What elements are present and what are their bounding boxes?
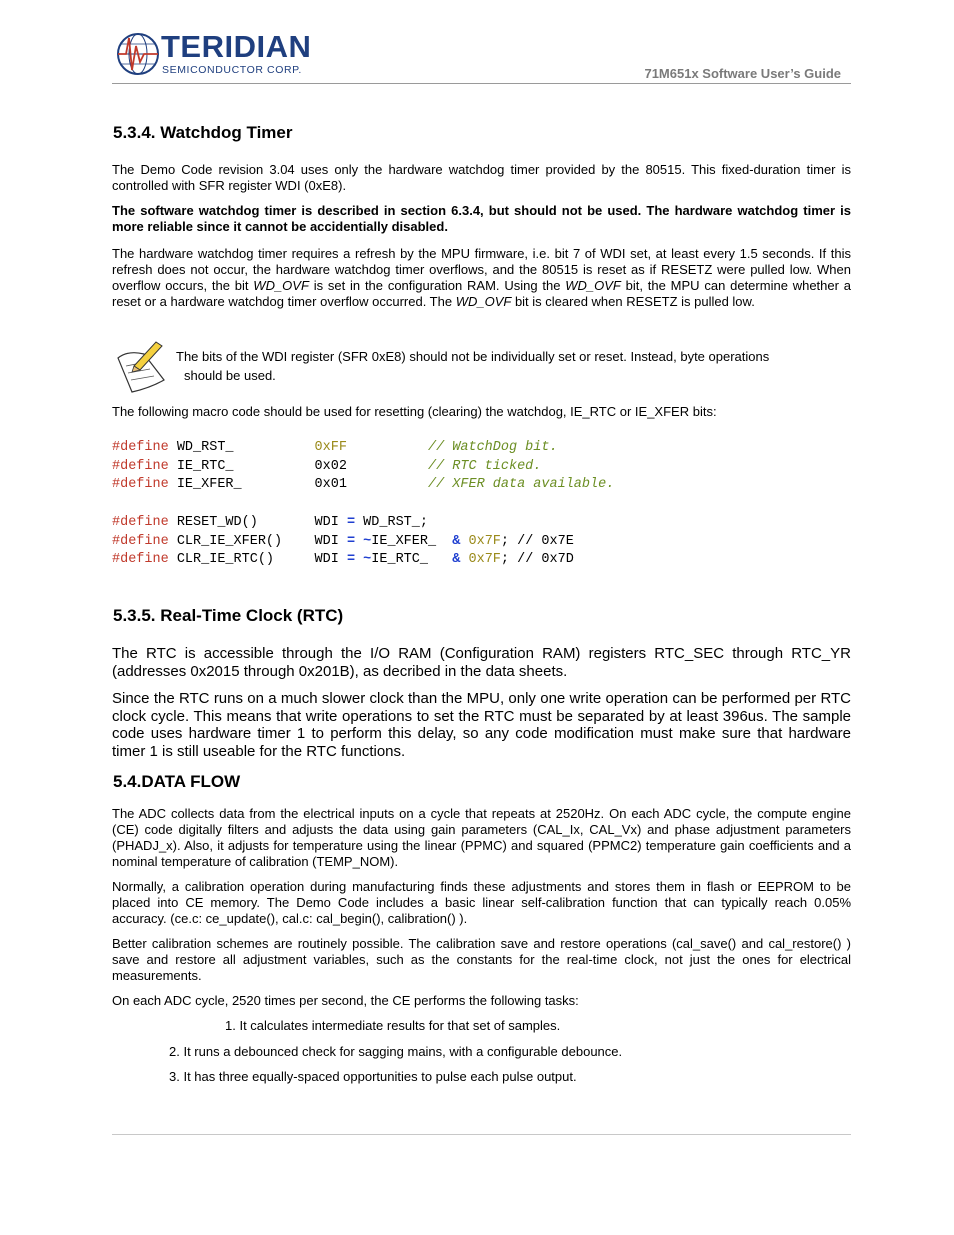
- note-pencil-icon: [114, 336, 170, 394]
- paragraph: The hardware watchdog timer requires a refresh by the MPU firmware, i.e. bit 7 of WDI set, at least every 1.5 seconds. If this refresh does not occur, the hardware watchdog timer overflows, and the 80515 is reset as if RESETZ were pulled low. When overflow occurs, the bit WD_OVF is set in the configuration RAM. Using the WD_OVF bit, the MPU can determine whether a reset or a hardware watchdog timer overflow occurred. The WD_OVF bit is cleared when RESETZ is pulled low.: [112, 246, 851, 309]
- document-title: 71M651x Software User’s Guide: [644, 66, 841, 81]
- code-keyword: #define: [112, 440, 169, 455]
- note-callout: [176, 347, 836, 385]
- paragraph: Better calibration schemes are routinely possible. The calibration save and restore operations (cal_save() and cal_restore() ) save and restore all adjustment variables, such as the constants for the real-time clock, not just the ones for electrical measurements.: [112, 936, 851, 983]
- section-heading-watchdog: 5.3.4. Watchdog Timer: [113, 123, 293, 142]
- paragraph: Normally, a calibration operation during manufacturing finds these adjustments and stores them in flash or EEPROM to be placed into CE memory. The Demo Code includes a basic linear self-calibration function that can typically reach 0.05% accuracy. (ce.c: ce_update(), cal.c: cal_begin(), calibration() ).: [112, 879, 851, 926]
- paragraph: The RTC is accessible through the I/O RAM (Configuration RAM) registers RTC_SEC through RTC_YR (addresses 0x2015 through 0x201B), as decribed in the data sheets.: [112, 645, 851, 680]
- paragraph: The following macro code should be used for resetting (clearing) the watchdog, IE_RTC or IE_XFER bits:: [112, 404, 717, 419]
- code-comment: // WatchDog bit.: [427, 440, 558, 455]
- paragraph: The ADC collects data from the electrical inputs on a cycle that repeats at 2520Hz. On each ADC cycle, the compute engine (CE) code digitally filters and adjusts the data using gain parameters (CAL_Ix, CAL_Vx) and phase adjustment parameters (PHADJ_x). Also, it adjusts for temperature using the linear (PPMC) and squared (PPMC2) temperature gain coefficients and a nominal temperature of calibration (TEMP_NOM).: [112, 806, 851, 869]
- paragraph: The Demo Code revision 3.04 uses only the hardware watchdog timer provided by the 80515. This fixed-duration timer is controlled with SFR register WDI (0xE8).: [112, 162, 851, 193]
- footer-divider: [112, 1134, 851, 1135]
- teridian-logo: [116, 30, 321, 80]
- logo-subtitle: SEMICONDUCTOR CORP.: [162, 64, 302, 76]
- code-number: 0xFF: [314, 440, 347, 455]
- header-divider: [112, 83, 851, 84]
- code-block: #define WD_RST_ 0xFF // WatchDog bit. #define IE_RTC_ 0x02 // RTC ticked. #define IE_XFER_ 0x01 // XFER data available. #define RESET_WD() WDI = WD_RST_; #define CLR_IE_XFER() WDI = ~IE_XFER_ & 0x7F; // 0x7E #define CLR_IE_RTC() WDI = ~IE_RTC_ & 0x7F; // 0x7D: [112, 440, 615, 568]
- list-item: 2. It runs a debounced check for sagging mains, with a configurable debounce.: [169, 1044, 623, 1059]
- section-heading-data-flow: 5.4.DATA FLOW: [113, 772, 241, 791]
- paragraph: Since the RTC runs on a much slower clock than the MPU, only one write operation can be performed per RTC clock cycle. This means that write operations to set the RTC must be separated by at least 396us. The sample code uses hardware timer 1 to perform this delay, so any code modification must make sure that hardware timer 1 is still useable for the RTC functions.: [112, 690, 851, 760]
- list-item: 1. It calculates intermediate results for that set of samples.: [225, 1018, 561, 1033]
- note-line: The bits of the WDI register (SFR 0xE8) should not be individually set or reset. Instead, byte operations: [176, 349, 770, 364]
- paragraph: On each ADC cycle, 2520 times per second, the CE performs the following tasks:: [112, 993, 579, 1008]
- teridian-globe-logo-icon: [116, 32, 162, 78]
- warning-paragraph: The software watchdog timer is described in section 6.3.4, but should not be used. The hardware watchdog timer is more reliable since it cannot be accidentially disabled.: [112, 203, 851, 234]
- section-heading-rtc: 5.3.5. Real-Time Clock (RTC): [113, 606, 344, 625]
- logo-wordmark: TERIDIAN: [161, 29, 312, 64]
- note-line: should be used.: [184, 368, 276, 383]
- list-item: 3. It has three equally-spaced opportunities to pulse each pulse output.: [169, 1069, 577, 1084]
